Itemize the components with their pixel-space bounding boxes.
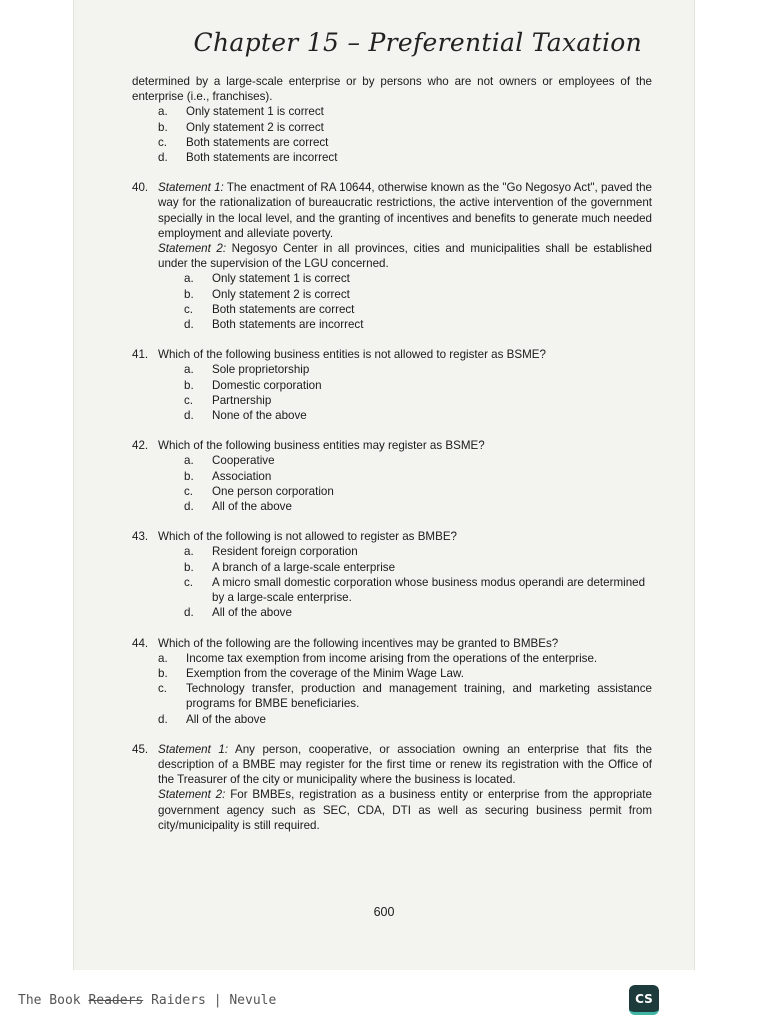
option: b. Association (184, 469, 272, 483)
statement-1: Statement 1: Any person, cooperative, or association owning an enterprise that fits the description of a BMBE may register for the first time or renew its registration with the Office of the Treasurer of the city or municipality where the business is located. (158, 742, 652, 787)
option: a. Resident foreign corporation (184, 545, 358, 559)
q39-continuation: determined by a large-scale enterprise or by persons who are not owners or employees of the enterprise (i.e., franchises). (132, 75, 652, 104)
option: b. Exemption from the coverage of the Minim Wage Law. (158, 666, 464, 680)
option: d. Both statements are incorrect (184, 318, 364, 332)
option: b. Only statement 2 is correct (158, 120, 324, 134)
question-number: 44. (132, 636, 149, 650)
option: a. Only statement 1 is correct (184, 272, 350, 286)
q44-options (158, 651, 652, 727)
q42-options (158, 453, 652, 514)
statement-1: Statement 1: The enactment of RA 10644, otherwise known as the "Go Negosyo Act", paved the way for the rationalization of bureaucratic restrictions, the active intervention of the government specially in the local level, and the granting of incentives and benefits to generate much needed employment and alleviate poverty. (158, 181, 652, 240)
question-41 (132, 347, 652, 423)
q40-options (158, 271, 652, 332)
option: c. Both statements are correct (158, 135, 329, 149)
q39-options (132, 104, 652, 165)
option: d. None of the above (184, 409, 307, 423)
option: a. Income tax exemption from income arising from the operations of the enterprise. (158, 651, 598, 665)
option: a. Only statement 1 is correct (158, 105, 324, 119)
option: c. A micro small domestic corporation whose business modus operandi are determined by a large-scale enterprise. (184, 575, 646, 605)
option: d. All of the above (158, 712, 266, 726)
question-number: 42. (132, 439, 149, 453)
question-43 (132, 529, 652, 620)
option: c. Both statements are correct (184, 302, 355, 316)
camscanner-logo-icon: CS (629, 985, 659, 1015)
page-content (132, 74, 652, 833)
question-number: 45. (132, 742, 149, 756)
q43-options (158, 544, 652, 620)
statement-2: Statement 2: Negosyo Center in all provinces, cities and municipalities shall be established under the supervision of the LGU concerned. (158, 242, 652, 271)
question-42 (132, 438, 652, 514)
option: b. A branch of a large-scale enterprise (184, 560, 396, 574)
question-text: Which of the following business entities may register as BSME? (158, 439, 485, 453)
statement-2: Statement 2: For BMBEs, registration as a business entity or enterprise from the appropriate government agency such as SEC, CDA, DTI as well as securing business permit from city/municipality is still required. (158, 788, 652, 832)
question-44 (132, 636, 652, 727)
option: b. Only statement 2 is correct (184, 287, 350, 301)
q41-options (158, 362, 652, 423)
question-number: 43. (132, 530, 149, 544)
question-40 (132, 180, 652, 332)
option: d. All of the above (184, 606, 292, 620)
document-page (73, 0, 695, 970)
option: c. One person corporation (184, 484, 334, 498)
option: c. Partnership (184, 393, 272, 407)
question-text: Which of the following is not allowed to register as BMBE? (158, 530, 458, 544)
option: d. Both statements are incorrect (158, 151, 338, 165)
question-number: 41. (132, 348, 149, 362)
question-text: Which of the following business entities is not allowed to register as BSME? (158, 348, 546, 362)
option: a. Cooperative (184, 454, 275, 468)
option: d. All of the above (184, 500, 292, 514)
question-45 (132, 742, 652, 833)
question-text: Which of the following are the following incentives may be granted to BMBEs? (158, 636, 559, 650)
page-number: 600 (373, 905, 395, 919)
chapter-title: Chapter 15 – Preferential Taxation (193, 28, 642, 57)
question-number: 40. (132, 181, 149, 195)
option: c. Technology transfer, production and management training, and marketing assistance programs for BMBE beneficiaries. (158, 682, 652, 711)
footer-credit: The Book Readers Raiders | Nevule (18, 993, 277, 1008)
option: a. Sole proprietorship (184, 363, 310, 377)
option: b. Domestic corporation (184, 378, 322, 392)
